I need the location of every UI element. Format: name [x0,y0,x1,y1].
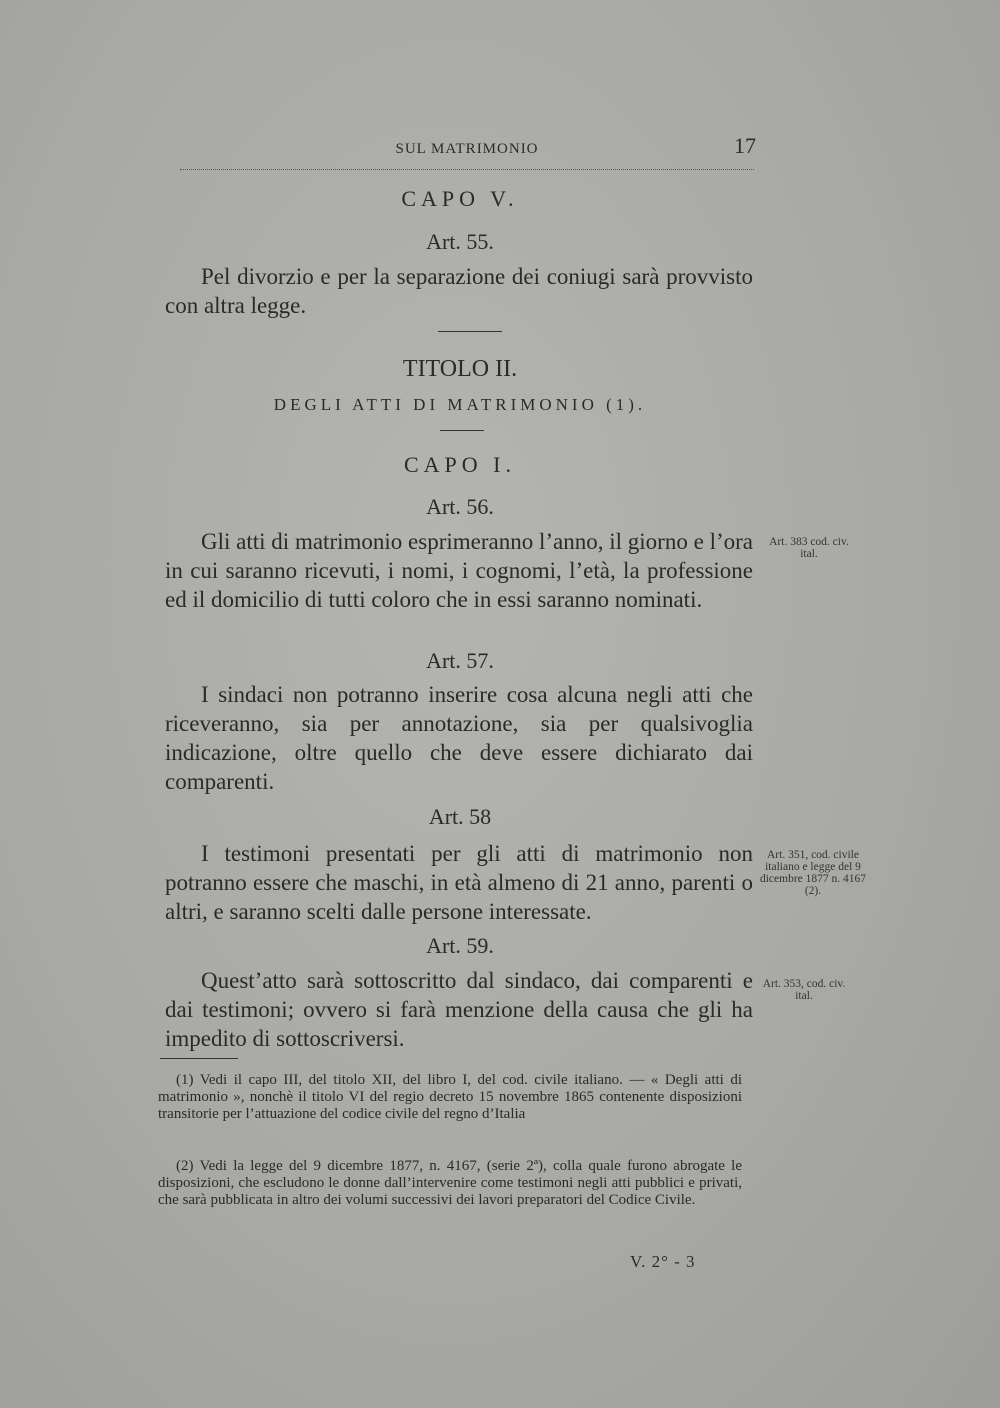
art-59-text: Quest’atto sarà sottoscritto dal sindaco, dai comparenti e dai testimoni; ovvero si farà menzione della causa che gli ha impedito di sottoscriversi. [165,968,753,1051]
art-55-heading: Art. 55. [426,229,494,254]
art-56-heading: Art. 56. [426,494,494,519]
footnote-2: (2) Vedi la legge del 9 dicembre 1877, n. 4167, (serie 2ª), colla quale furono abrogate le disposizioni, che escludono le donne dall’intervenire come testimoni negli atti pubblici e privati, che sarà pubblicata in altro dei volumi successivi dei lavori preparatori del Codice Civile. [158,1158,742,1208]
art-58-text: I testimoni presentati per gli atti di matrimonio non potranno essere che maschi, in età almeno di 21 anno, parenti o altri, e saranno scelti dalle persone interessate. [165,841,753,924]
art-55-text: Pel divorzio e per la separazione dei coniugi sarà provvisto con altra legge. [165,264,753,318]
art-58-margin-note: Art. 351, cod. civile italiano e legge del 9 dicembre 1877 n. 4167 (2). [759,849,867,897]
capo-i-heading: CAPO I. [403,452,516,477]
page-number: 17 [734,133,756,158]
art-57-heading: Art. 57. [426,648,494,673]
art-59-heading: Art. 59. [426,933,494,958]
art-56-text: Gli atti di matrimonio esprimeranno l’anno, il giorno e l’ora in cui saranno ricevuti, i nomi, i cognomi, l’età, la professione ed il domicilio di tutti coloro che in essi saranno nominati. [165,529,753,612]
art-57-text: I sindaci non potranno inserire cosa alcuna negli atti che riceveranno, sia per annotazione, sia per qualsivoglia indicazione, oltre quello che deve essere dichiarato dai comparenti. [165,682,753,794]
running-title: SUL MATRIMONIO [395,141,539,157]
subsection-divider [440,430,484,431]
art-56-margin-note: Art. 383 cod. civ. ital. [769,536,849,560]
running-header [180,133,756,170]
section-divider [438,331,502,332]
titolo-subtitle: DEGLI ATTI DI MATRIMONIO (1). [273,395,647,414]
art-58-heading: Art. 58 [428,804,492,829]
titolo-heading: TITOLO II. [402,356,518,382]
art-59-margin-note: Art. 353, cod. civ. ital. [762,978,846,1002]
capo-v-heading: CAPO V. [401,186,519,211]
signature-mark: V. 2° - 3 [630,1252,696,1271]
footnote-divider [160,1058,238,1059]
footnote-1: (1) Vedi il capo III, del titolo XII, del libro I, del cod. civile italiano. — « Degli atti di matrimonio », nonchè il titolo VI del regio decreto 15 novembre 1865 contenente disposizioni transitorie per l’attuazione del codice civile del regno d’Italia [158,1072,742,1122]
